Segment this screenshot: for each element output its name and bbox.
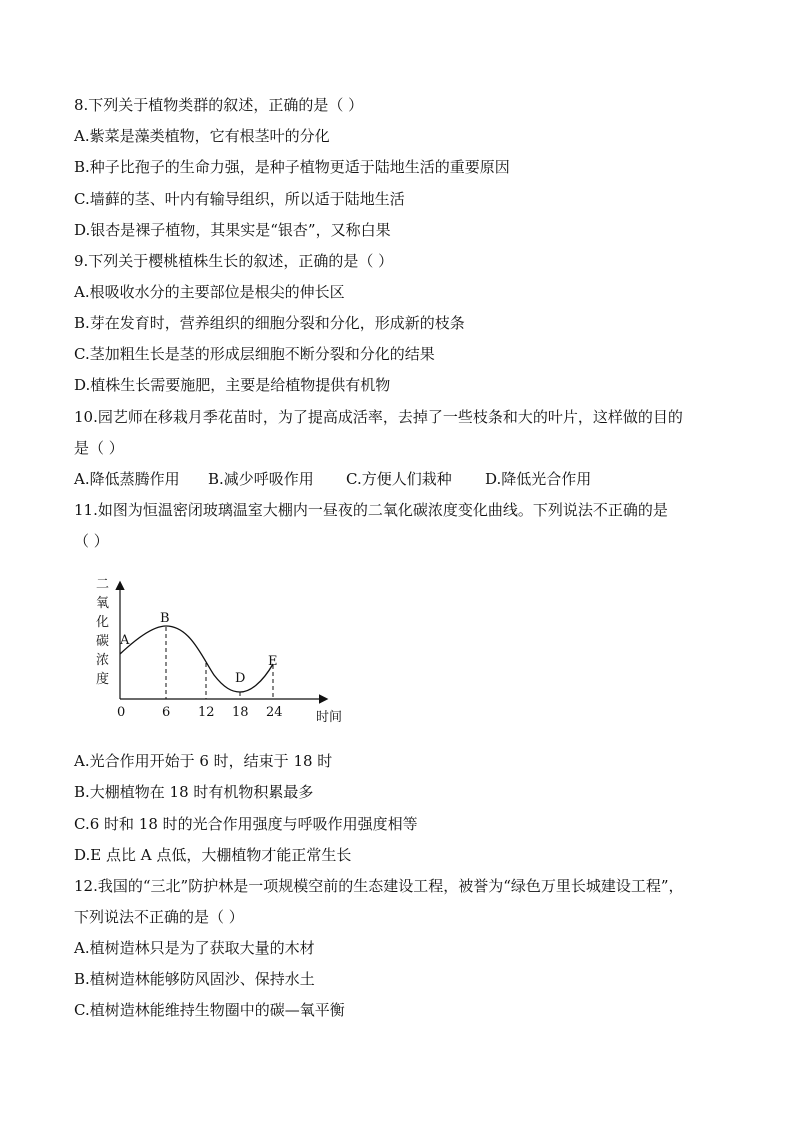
q12-stem-line1: 12.我国的“三北”防护林是一项规模空前的生态建设工程，被誉为“绿色万里长城建设工程”， xyxy=(74,877,684,895)
q9-option-c: C.茎加粗生长是茎的形成层细胞不断分裂和分化的结果 xyxy=(74,345,435,363)
y-label-char: 浓 xyxy=(96,653,110,668)
q8-stem: 8.下列关于植物类群的叙述，正确的是（ ） xyxy=(74,96,364,114)
q11-option-a: A.光合作用开始于 6 时，结束于 18 时 xyxy=(74,752,333,770)
co2-curve xyxy=(120,626,273,692)
point-label-a: A xyxy=(120,633,130,648)
q11-stem-line1: 11.如图为恒温密闭玻璃温室大棚内一昼夜的二氧化碳浓度变化曲线。下列说法不正确的是 xyxy=(74,501,668,519)
y-label-char: 度 xyxy=(96,672,110,687)
x-tick: 24 xyxy=(266,705,283,720)
q9-option-d: D.植株生长需要施肥，主要是给植物提供有机物 xyxy=(74,376,391,394)
point-label-d: D xyxy=(235,671,246,686)
q10-option-c: C.方便人们栽种 xyxy=(346,470,452,488)
x-tick: 18 xyxy=(232,705,249,720)
point-label-b: B xyxy=(160,611,170,626)
q9-option-b: B.芽在发育时，营养组织的细胞分裂和分化，形成新的枝条 xyxy=(74,314,465,332)
q8-option-a: A.紫菜是藻类植物，它有根茎叶的分化 xyxy=(74,127,330,145)
q12-option-b: B.植树造林能够防风固沙、保持水土 xyxy=(74,970,315,988)
q8-option-b: B.种子比孢子的生命力强，是种子植物更适于陆地生活的重要原因 xyxy=(74,158,510,176)
q10-stem-line1: 10.园艺师在移栽月季花苗时，为了提高成活率，去掉了一些枝条和大的叶片，这样做的目的 xyxy=(74,408,683,426)
q11-option-d: D.E 点比 A 点低，大棚植物才能正常生长 xyxy=(74,846,352,864)
q11-option-c: C.6 时和 18 时的光合作用强度与呼吸作用强度相等 xyxy=(74,815,418,833)
x-axis-label: 时间 xyxy=(316,710,343,725)
y-label-char: 氧 xyxy=(96,596,110,611)
co2-curve-figure xyxy=(90,575,360,735)
q10-option-a: A.降低蒸腾作用 xyxy=(74,470,180,488)
q8-option-c: C.墙藓的茎、叶内有输导组织，所以适于陆地生活 xyxy=(74,190,405,208)
x-tick: 6 xyxy=(162,705,171,720)
q12-option-c: C.植树造林能维持生物圈中的碳—氧平衡 xyxy=(74,1001,345,1019)
x-tick: 12 xyxy=(198,705,215,720)
q12-option-a: A.植树造林只是为了获取大量的木材 xyxy=(74,939,315,957)
q11-option-b: B.大棚植物在 18 时有机物积累最多 xyxy=(74,783,314,801)
q12-stem-line2: 下列说法不正确的是（ ） xyxy=(74,908,244,926)
q10-options-row xyxy=(74,469,591,489)
y-label-char: 碳 xyxy=(96,634,110,649)
point-label-e: E xyxy=(268,654,278,669)
q8-option-d: D.银杏是裸子植物，其果实是“银杏”，又称白果 xyxy=(74,221,391,239)
q9-stem: 9.下列关于樱桃植株生长的叙述，正确的是（ ） xyxy=(74,252,394,270)
q10-option-b: B.减少呼吸作用 xyxy=(208,470,314,488)
q10-option-d: D.降低光合作用 xyxy=(485,470,592,488)
y-label-char: 二 xyxy=(96,577,110,592)
q10-stem-line2: 是（ ） xyxy=(74,439,124,457)
x-tick: 0 xyxy=(117,705,126,720)
y-label-char: 化 xyxy=(96,615,110,630)
q9-option-a: A.根吸收水分的主要部位是根尖的伸长区 xyxy=(74,283,345,301)
q11-stem-line2: （ ） xyxy=(74,532,109,550)
